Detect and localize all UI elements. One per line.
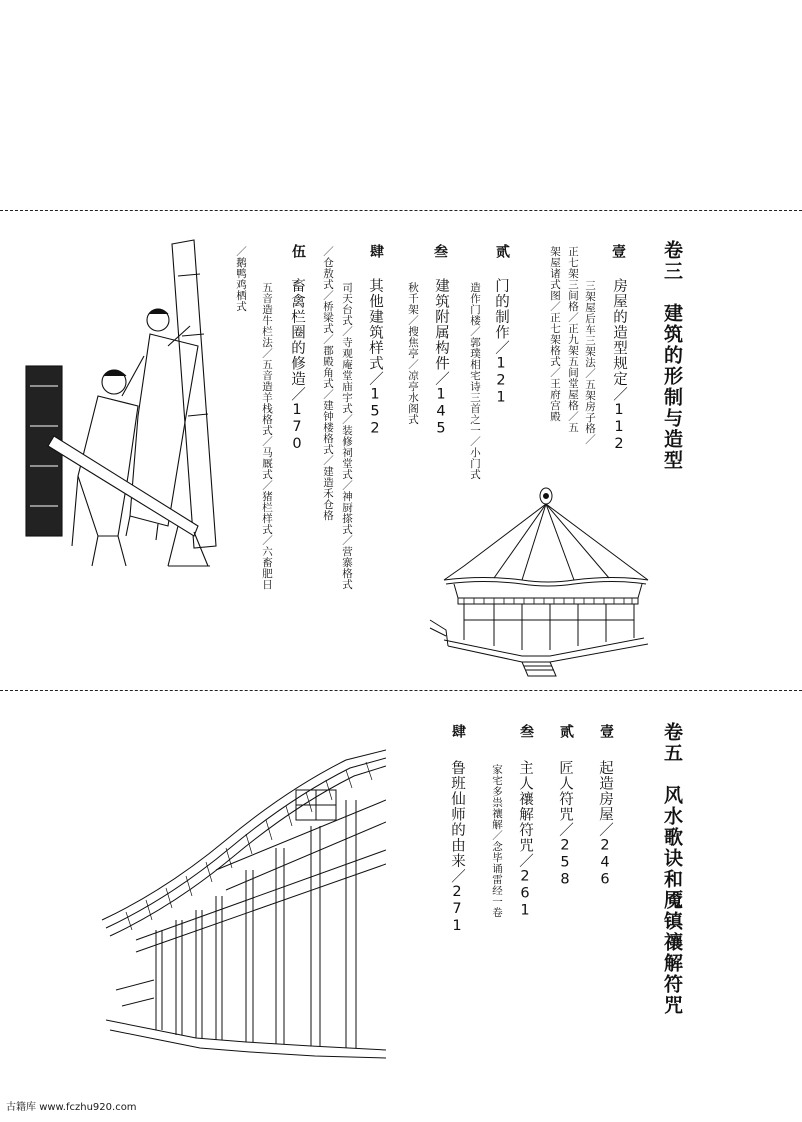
pavilion-illustration	[424, 480, 664, 680]
vol5-ch2-number: 贰	[558, 724, 574, 738]
vol3-ch5-title: 畜禽栏圈的修造／170	[289, 278, 305, 453]
separator-top	[0, 210, 802, 211]
vol3-ch1-sub-1: 三架屋后车三架法／五架房子格／	[584, 280, 596, 445]
vol3-ch1-number: 壹	[610, 244, 626, 258]
vol3-ch4-number: 肆	[368, 244, 384, 258]
vol5-ch1-title: 起造房屋／246	[597, 760, 613, 889]
vol5-ch3-title: 主人禳解符咒／261	[517, 760, 533, 920]
vol5-ch4-number: 肆	[450, 724, 466, 738]
vol3-ch3-title: 建筑附属构件／145	[433, 278, 449, 438]
footer	[6, 1098, 137, 1113]
vol3-ch4-sub-1: 司天台式／寺观庵堂庙宇式／装修祠堂式／神厨搽式／营寨格式	[341, 282, 353, 590]
vol5-ch3-sub-1: 家宅多祟禳解／念毕诵雷经一卷	[491, 764, 503, 918]
vol3-ch5-number: 伍	[290, 244, 306, 258]
vol3-ch4-sub-2: ／仓敖式／桥梁式／郡殿角式／建钟楼格式／建造禾仓格	[322, 246, 334, 521]
vol5-title: 卷五 风水歌诀和魇镇禳解符咒	[661, 722, 683, 1016]
footer-url[interactable]: www.fczhu920.com	[39, 1102, 137, 1113]
separator-middle	[0, 690, 802, 691]
vol3-ch3-sub-1: 秋千架／搜焦亭／凉亭水阁式	[407, 282, 419, 425]
vol3-ch2-sub-1: 造作门楼／郭璞相宅诗三首之一／小门式	[469, 282, 481, 480]
vol3-title: 卷三 建筑的形制与造型	[661, 240, 683, 471]
footer-site-name: 古籍库	[6, 1102, 36, 1113]
vol3-ch5-sub-2: ／鹅鸭鸡栖式	[235, 246, 247, 312]
vol5-ch1-number: 壹	[598, 724, 614, 738]
vol3-ch1-title: 房屋的造型规定／112	[611, 278, 627, 453]
vol3-ch5-sub-1: 五音造牛栏法／五音造羊栈格式／马厩式／猪栏样式／六畜肥日	[261, 282, 273, 590]
vol3-ch3-number: 叁	[432, 244, 448, 258]
vol3-ch1-sub-2: 正七架三间格／正九架五间堂屋格／五	[567, 246, 579, 433]
vol5-ch4-title: 鲁班仙师的由来／271	[449, 760, 465, 935]
carpenters-illustration	[18, 236, 218, 576]
vol3-ch4-title: 其他建筑样式／152	[367, 278, 383, 438]
hall-illustration	[96, 730, 386, 1060]
vol3-ch2-title: 门的制作／121	[493, 278, 509, 407]
vol3-ch1-sub-3: 架屋诸式图／正七架格式／王府宫殿	[549, 246, 561, 422]
vol5-ch2-title: 匠人符咒／258	[557, 760, 573, 889]
vol3-ch2-number: 贰	[494, 244, 510, 258]
vol5-ch3-number: 叁	[518, 724, 534, 738]
